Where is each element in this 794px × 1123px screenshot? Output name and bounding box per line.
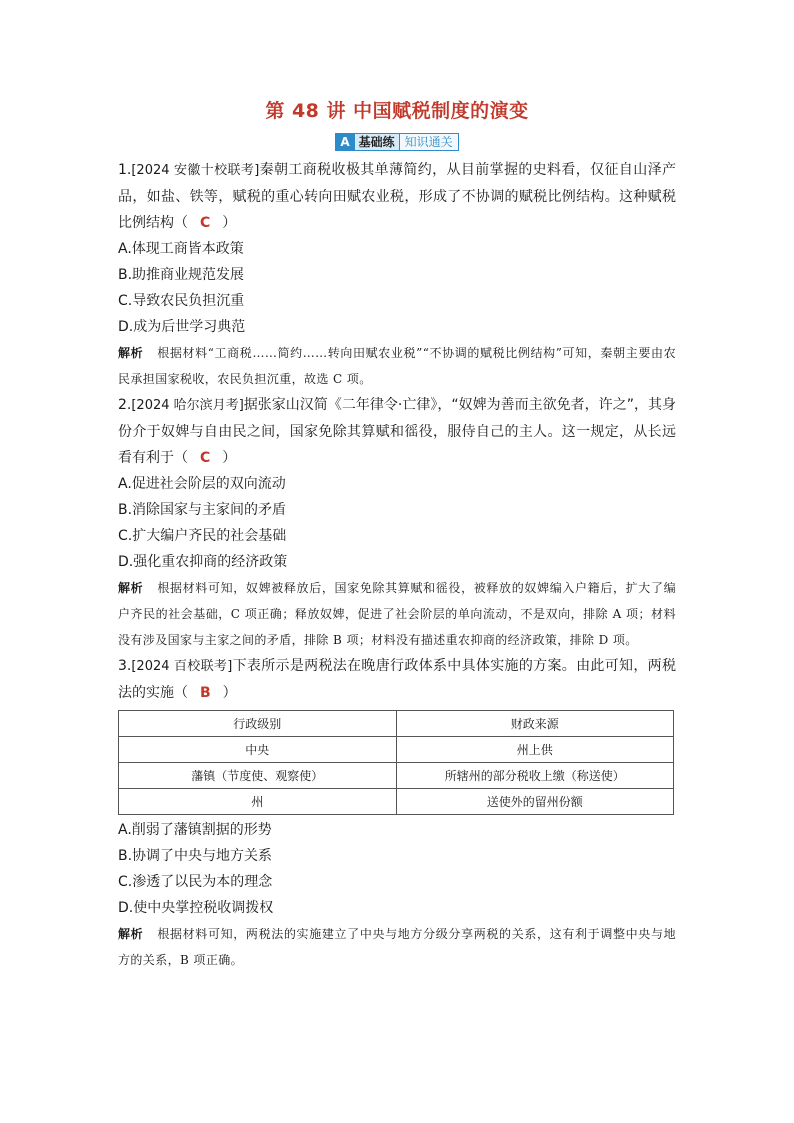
table-row <box>119 789 674 815</box>
explanation-text: 根据材料“工商税……简约……转向田赋农业税”“不协调的赋税比例结构”可知，秦朝主要由农民承担国家税收，农民负担沉重，故选 C 项。 <box>118 346 676 386</box>
table-header-cell: 行政级别 <box>119 711 397 737</box>
question-stem <box>118 392 676 471</box>
option-a: A.体现工商皆本政策 <box>118 241 244 257</box>
question-number: 3. <box>118 658 132 674</box>
table-header-row <box>119 711 674 737</box>
question-source: [2024 安徽十校联考] <box>131 163 260 178</box>
question-text: 据张家山汉简《二年律令·亡律》，“奴婢为善而主欲免者，许之”，其身份介于奴婢与自由民之间，国家免除其算赋和徭役，服侍自己的主人。这一规定，从长远看有利于（ <box>118 397 676 466</box>
question-stem-end: ） <box>222 685 237 701</box>
table-cell: 送使外的留州份额 <box>396 789 674 815</box>
explanation-label: 解析 <box>118 346 144 360</box>
option-b: B.消除国家与主家间的矛盾 <box>118 502 287 518</box>
option-c: C.渗透了以民为本的理念 <box>118 874 273 890</box>
option-d: D.成为后世学习典范 <box>118 319 246 335</box>
answer-letter: C <box>200 450 211 466</box>
banner-label-knowledge: 知识通关 <box>400 133 459 151</box>
banner-letter: A <box>335 133 354 151</box>
question-number: 1. <box>118 162 132 178</box>
explanation <box>118 921 676 973</box>
question-stem-end: ） <box>222 215 237 231</box>
explanation-label: 解析 <box>118 927 144 941</box>
option-a: A.促进社会阶层的双向流动 <box>118 476 286 492</box>
banner-label-basic: 基础练 <box>355 133 400 151</box>
question-3 <box>118 653 676 973</box>
table-row <box>119 763 674 789</box>
question-source: [2024 哈尔滨月考] <box>131 398 244 413</box>
table-header-cell: 财政来源 <box>396 711 674 737</box>
answer-letter: B <box>200 685 211 701</box>
question-stem <box>118 157 676 236</box>
table-cell: 所辖州的部分税收上缴（称送使） <box>396 763 674 789</box>
section-banner <box>118 133 676 151</box>
option-b: B.协调了中央与地方关系 <box>118 848 273 864</box>
table-cell: 州 <box>119 789 397 815</box>
option-c: C.扩大编户齐民的社会基础 <box>118 528 287 544</box>
question-text: 秦朝工商税收极其单薄简约，从目前掌握的史料看，仅征自山泽产品，如盐、铁等，赋税的重心转向田赋农业税，形成了不协调的赋税比例结构。这种赋税比例结构（ <box>118 162 676 231</box>
explanation-text: 根据材料可知，两税法的实施建立了中央与地方分级分享两税的关系，这有利于调整中央与地方的关系，B 项正确。 <box>118 927 676 967</box>
question-2 <box>118 392 676 653</box>
question-stem <box>118 653 676 706</box>
option-b: B.助推商业规范发展 <box>118 267 245 283</box>
question-1 <box>118 157 676 392</box>
question-number: 2. <box>118 397 132 413</box>
policy-table <box>118 710 674 815</box>
question-source: [2024 百校联考] <box>131 659 233 674</box>
page-title: 第 48 讲 中国赋税制度的演变 <box>265 100 529 122</box>
explanation-text: 根据材料可知，奴婢被释放后，国家免除其算赋和徭役，被释放的奴婢编入户籍后，扩大了编户齐民的社会基础，C 项正确；释放奴婢，促进了社会阶层的单向流动，不是双向，排除 A 项；材料没有涉及国家与主家之间的矛盾，排除 B 项；材料没有描述重农抑商的经济政策，排除 D 项。 <box>118 581 676 647</box>
explanation <box>118 340 676 392</box>
table-cell: 州上供 <box>396 737 674 763</box>
option-d: D.强化重农抑商的经济政策 <box>118 554 288 570</box>
table-cell: 中央 <box>119 737 397 763</box>
option-d: D.使中央掌控税收调拨权 <box>118 900 274 916</box>
table-cell: 藩镇（节度使、观察使） <box>119 763 397 789</box>
banner-box <box>335 133 458 151</box>
option-c: C.导致农民负担沉重 <box>118 293 245 309</box>
explanation-label: 解析 <box>118 581 144 595</box>
explanation <box>118 575 676 653</box>
question-text: 下表所示是两税法在晚唐行政体系中具体实施的方案。由此可知，两税法的实施（ <box>118 658 676 701</box>
page-content <box>118 96 676 973</box>
table-row <box>119 737 674 763</box>
question-stem-end: ） <box>222 450 237 466</box>
option-a: A.削弱了藩镇割据的形势 <box>118 822 272 838</box>
answer-letter: C <box>200 215 211 231</box>
